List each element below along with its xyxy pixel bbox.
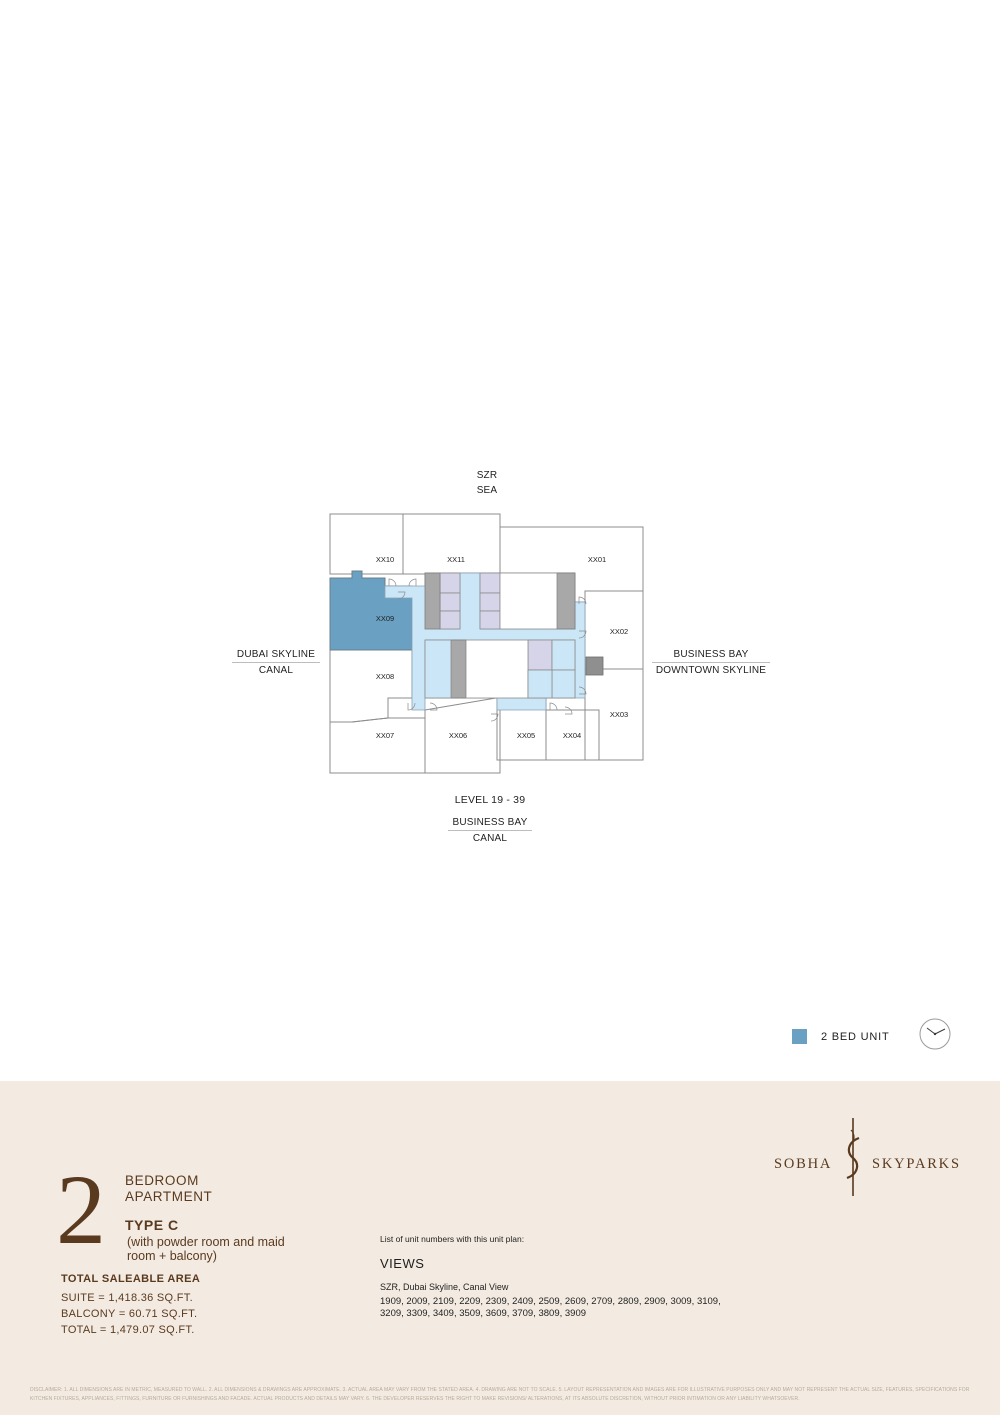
- unit-label-xx11: XX11: [447, 555, 465, 564]
- bedroom-title: [125, 1173, 212, 1205]
- legend-label: 2 BED UNIT: [821, 1030, 890, 1043]
- balcony-area: BALCONY = 60.71 SQ.FT.: [61, 1308, 198, 1320]
- disclaimer: DISCLAIMER: 1. ALL DIMENSIONS ARE IN METRIC, MEASURED TO WALL. 2. ALL DIMENSIONS & DRAWINGS ARE APPROXIMATE. 3. ACTUAL AREA MAY VARY FROM THE STATED AREA. 4. DRAWING ARE NOT TO SCALE. 5. LAYOUT REPRESENTATION AND IMAGES ARE FOR ILLUSTRATIVE PURPOSES ONLY AND MAY NOT REPRESENT THE ACTUAL SIZE, FEATURES, SPECIFICATIONS FOR KITCHEN FIXTURES, APPLIANCES, FITTINGS, FURNITURE OR FURNISHINGS AND FACADE. ACTUAL PRODUCTS AND DETAILS MAY VARY. 6. THE DEVELOPER RESERVES THE RIGHT TO MAKE REVISIONS/ ALTERATIONS, AT ITS ABSOLUTE DISCRETION, WITHOUT PRIOR INTIMATION OR ANY LIABILITY WHATSOEVER.: [30, 1387, 970, 1402]
- compass-icon: [914, 1014, 958, 1054]
- saleable-area-title: TOTAL SALEABLE AREA: [61, 1273, 201, 1285]
- orientation-bottom-line1: BUSINESS BAY: [448, 815, 532, 831]
- unit-xx08-room[interactable]: [330, 650, 412, 722]
- unit-xx09-highlight[interactable]: [330, 571, 412, 650]
- views-value: SZR, Dubai Skyline, Canal View: [380, 1282, 509, 1292]
- brand-logo: [770, 1116, 965, 1198]
- orientation-right-line1: BUSINESS BAY: [652, 647, 770, 663]
- unit-label-xx01: XX01: [587, 555, 607, 564]
- unit-list-title: List of unit numbers with this unit plan:: [380, 1234, 525, 1244]
- legend: [792, 1029, 890, 1044]
- total-area: TOTAL = 1,479.07 SQ.FT.: [61, 1324, 195, 1336]
- orientation-top-line1: SZR: [476, 470, 498, 481]
- brand-emblem-icon: [840, 1116, 866, 1198]
- legend-swatch: [792, 1029, 807, 1044]
- unit-label-xx09: XX09: [375, 614, 395, 623]
- orientation-left-line2: CANAL: [258, 665, 294, 676]
- brand-word-1: SOBHA: [774, 1156, 833, 1172]
- orientation-left-line1: DUBAI SKYLINE: [232, 647, 320, 663]
- bedroom-line1: BEDROOM: [125, 1173, 199, 1188]
- orientation-top-line2: SEA: [476, 485, 498, 496]
- unit-label-xx02: XX02: [609, 627, 629, 636]
- unit-label-xx07: XX07: [375, 731, 395, 740]
- unit-xx07-room[interactable]: [330, 718, 425, 773]
- bedroom-count: 2: [56, 1154, 106, 1265]
- unit-label-xx06: XX06: [448, 731, 468, 740]
- unit-label-xx05: XX05: [516, 731, 536, 740]
- level-label: LEVEL 19 - 39: [454, 794, 526, 806]
- unit-label-xx10: XX10: [375, 555, 395, 564]
- unit-numbers-line1: 1909, 2009, 2109, 2209, 2309, 2409, 2509, 2609, 2709, 2809, 2909, 3009, 3109,: [380, 1296, 721, 1307]
- views-title: VIEWS: [380, 1256, 425, 1271]
- brand-word-2: SKYPARKS: [872, 1156, 961, 1172]
- area-list: [61, 1290, 197, 1338]
- unit-numbers: [380, 1296, 780, 1320]
- suite-area: SUITE = 1,418.36 SQ.FT.: [61, 1292, 193, 1304]
- unit-xx10-room[interactable]: [330, 514, 403, 574]
- unit-label-xx03: XX03: [609, 710, 629, 719]
- orientation-bottom-line2: CANAL: [472, 833, 508, 844]
- unit-label-xx08: XX08: [375, 672, 395, 681]
- unit-label-xx04: XX04: [562, 731, 582, 740]
- orientation-right-line2: DOWNTOWN SKYLINE: [655, 665, 767, 676]
- bedroom-line2: APARTMENT: [125, 1189, 213, 1204]
- apartment-type-note: (with powder room and maid room + balcony): [127, 1235, 285, 1263]
- apartment-type: TYPE C: [125, 1217, 179, 1233]
- unit-xx11-room[interactable]: [403, 514, 500, 574]
- unit-numbers-line2: 3209, 3309, 3409, 3509, 3609, 3709, 3809, 3909: [380, 1308, 587, 1319]
